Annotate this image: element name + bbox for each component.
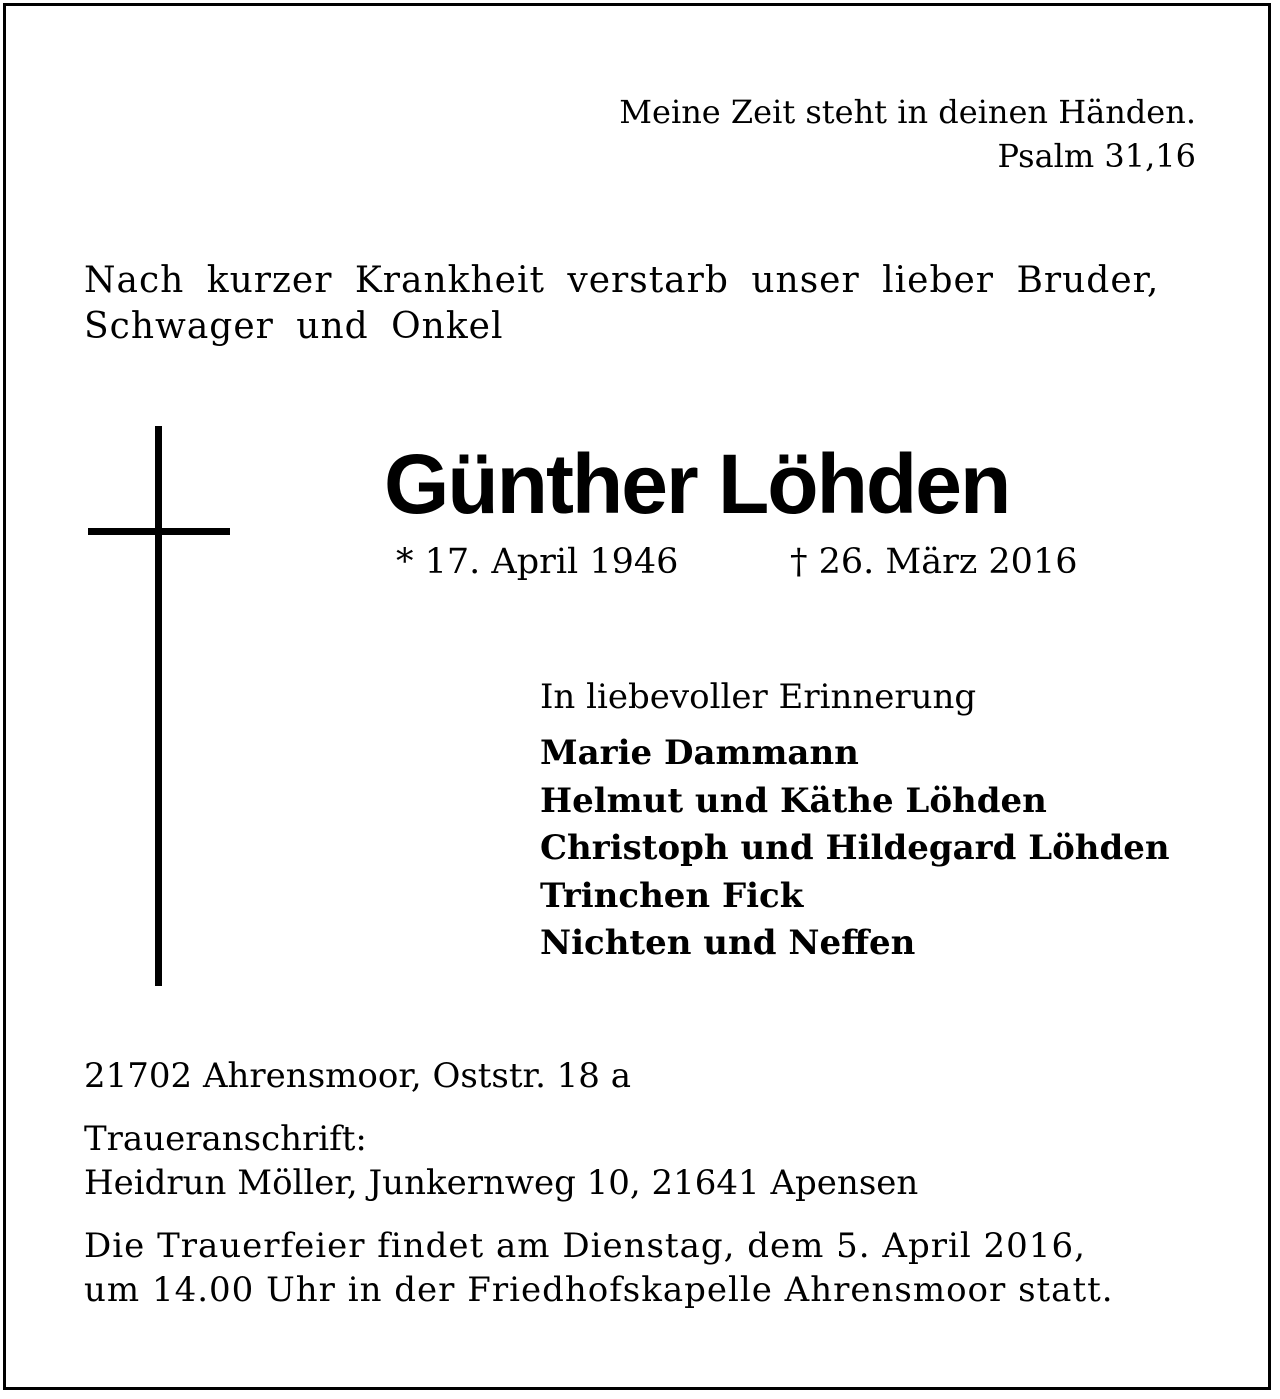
life-dates (396, 540, 1078, 584)
mourner-name: Christoph und Hildegard Löhden (540, 828, 1170, 868)
bible-motto (619, 90, 1196, 178)
death-date: † 26. März 2016 (790, 542, 1078, 582)
motto-reference: Psalm 31,16 (997, 137, 1196, 175)
mourner-name: Helmut und Käthe Löhden (540, 780, 1047, 821)
cross-vertical-bar (155, 426, 162, 986)
mourner-name: Marie Dammann (540, 733, 859, 773)
funeral-info (84, 1224, 1198, 1312)
motto-quote: Meine Zeit steht in deinen Händen. (619, 93, 1196, 131)
funeral-line-1: Die Trauerfeier findet am Dienstag, dem 5. April 2016, (84, 1226, 1086, 1266)
cross-horizontal-bar (88, 528, 230, 535)
mourning-address-value: Heidrun Möller, Junkernweg 10, 21641 Apensen (84, 1163, 919, 1203)
intro-text (84, 258, 1198, 350)
remembrance-heading: In liebevoller Erinnerung (540, 677, 977, 717)
home-address: 21702 Ahrensmoor, Oststr. 18 a (84, 1056, 632, 1096)
birth-date: * 17. April 1946 (396, 542, 679, 582)
mourning-address-label: Traueranschrift: (84, 1119, 367, 1159)
funeral-line-2: um 14.00 Uhr in der Friedhofskapelle Ahrensmoor statt. (84, 1270, 1114, 1310)
mourners-list (540, 730, 1170, 968)
mourner-name: Nichten und Neffen (540, 923, 916, 963)
mourner-name: Trinchen Fick (540, 875, 804, 916)
mourning-address (84, 1117, 918, 1205)
deceased-name: Günther Löhden (384, 437, 1010, 531)
intro-line-2: Schwager und Onkel (84, 306, 504, 347)
intro-line-1: Nach kurzer Krankheit verstarb unser lieber Bruder, (84, 260, 1160, 301)
